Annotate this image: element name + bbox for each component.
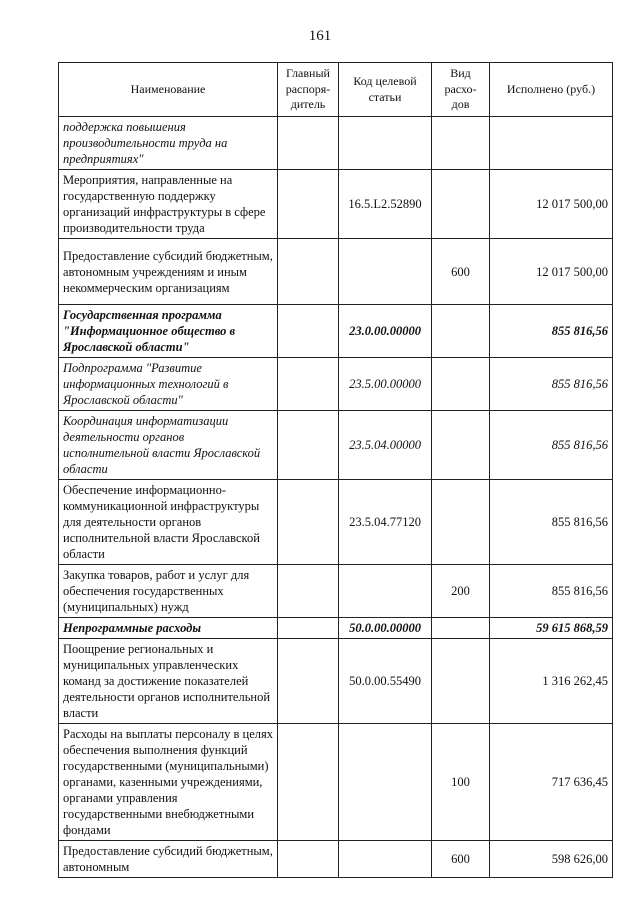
cell-expense-kind [432,639,490,724]
cell-executed: 1 316 262,45 [490,639,613,724]
cell-expense-kind [432,618,490,639]
cell-target-code [339,724,432,841]
cell-main-manager [278,358,339,411]
header-main-manager: Главный распоря-дитель [278,63,339,117]
cell-expense-kind: 100 [432,724,490,841]
header-expense-kind: Вид расхо-дов [432,63,490,117]
cell-name: Мероприятия, направленные на государственную поддержку организаций инфраструктуры в сфере производительности труда [59,170,278,239]
table-row [59,480,613,565]
cell-main-manager [278,117,339,170]
cell-target-code: 16.5.L2.52890 [339,170,432,239]
cell-main-manager [278,170,339,239]
cell-target-code [339,117,432,170]
cell-name: Обеспечение информационно-коммуникационной инфраструктуры для деятельности органов исполнительной власти Ярославской области [59,480,278,565]
cell-main-manager [278,305,339,358]
cell-expense-kind [432,305,490,358]
cell-expense-kind: 600 [432,239,490,305]
cell-name: поддержка повышения производительности труда на предприятиях" [59,117,278,170]
cell-main-manager [278,239,339,305]
cell-main-manager [278,724,339,841]
table-row [59,170,613,239]
cell-main-manager [278,411,339,480]
cell-main-manager [278,618,339,639]
cell-name: Предоставление субсидий бюджетным, автономным [59,841,278,878]
cell-expense-kind: 200 [432,565,490,618]
table-row [59,305,613,358]
cell-executed: 59 615 868,59 [490,618,613,639]
table-row [59,565,613,618]
cell-name: Закупка товаров, работ и услуг для обеспечения государственных (муниципальных) нужд [59,565,278,618]
cell-executed: 855 816,56 [490,565,613,618]
cell-executed: 598 626,00 [490,841,613,878]
cell-expense-kind: 600 [432,841,490,878]
cell-executed: 855 816,56 [490,305,613,358]
table-row [59,724,613,841]
cell-executed: 12 017 500,00 [490,170,613,239]
cell-executed: 12 017 500,00 [490,239,613,305]
cell-target-code: 23.5.00.00000 [339,358,432,411]
cell-target-code: 23.5.04.77120 [339,480,432,565]
cell-main-manager [278,480,339,565]
cell-target-code: 23.5.04.00000 [339,411,432,480]
cell-executed: 855 816,56 [490,411,613,480]
header-name: Наименование [59,63,278,117]
cell-name: Непрограммные расходы [59,618,278,639]
cell-name: Расходы на выплаты персоналу в целях обеспечения выполнения функций государственными (муниципальными) органами, казенными учреждениями, органами управления государственными внебюджетными фондами [59,724,278,841]
header-target-code: Код целевой статьи [339,63,432,117]
cell-target-code [339,841,432,878]
cell-target-code [339,565,432,618]
cell-expense-kind [432,411,490,480]
cell-expense-kind [432,358,490,411]
table-row [59,117,613,170]
cell-executed: 855 816,56 [490,480,613,565]
cell-expense-kind [432,117,490,170]
table-row [59,239,613,305]
table-header-row [59,63,613,117]
cell-expense-kind [432,480,490,565]
header-executed: Исполнено (руб.) [490,63,613,117]
table-row [59,618,613,639]
cell-target-code [339,239,432,305]
cell-executed [490,117,613,170]
cell-name: Подпрограмма "Развитие информационных технологий в Ярославской области" [59,358,278,411]
cell-name: Координация информатизации деятельности органов исполнительной власти Ярославской области [59,411,278,480]
cell-target-code: 50.0.00.55490 [339,639,432,724]
page-number: 161 [308,28,332,44]
cell-target-code: 50.0.00.00000 [339,618,432,639]
cell-target-code: 23.0.00.00000 [339,305,432,358]
cell-main-manager [278,841,339,878]
cell-expense-kind [432,170,490,239]
table-row [59,358,613,411]
cell-name: Поощрение региональных и муниципальных управленческих команд за достижение показателей деятельности органов исполнительной власти [59,639,278,724]
cell-name: Предоставление субсидий бюджетным, автономным учреждениям и иным некоммерческим организациям [59,239,278,305]
cell-name: Государственная программа "Информационное общество в Ярославской области" [59,305,278,358]
table-row [59,841,613,878]
cell-executed: 855 816,56 [490,358,613,411]
budget-table [58,62,613,878]
table-row [59,639,613,724]
cell-executed: 717 636,45 [490,724,613,841]
cell-main-manager [278,639,339,724]
table-row [59,411,613,480]
cell-main-manager [278,565,339,618]
